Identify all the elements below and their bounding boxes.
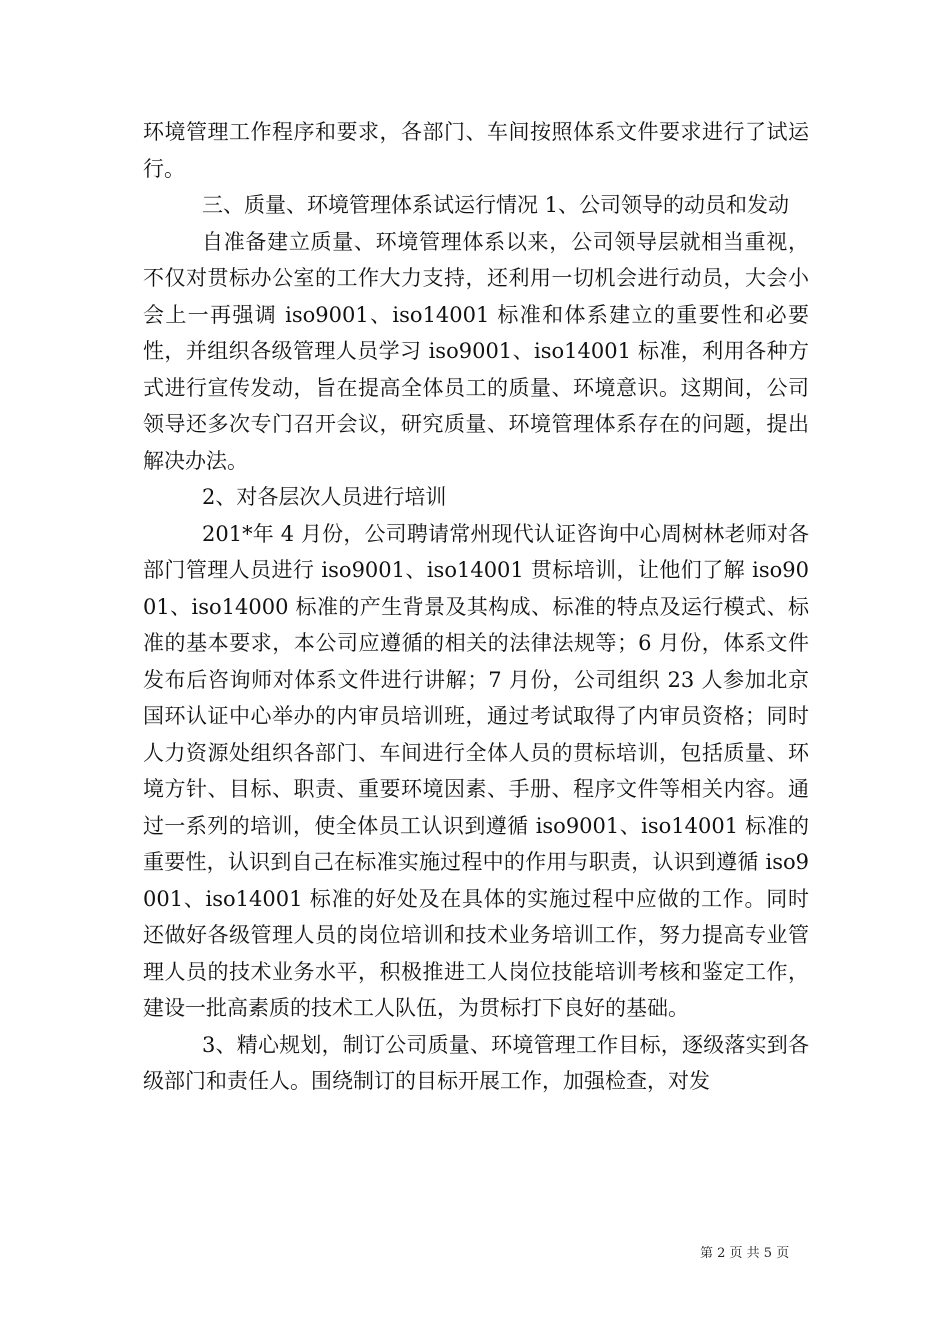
- paragraph-trial-run: 环境管理工作程序和要求，各部门、车间按照体系文件要求进行了试运行。: [143, 120, 809, 181]
- paragraph-training-details: 201*年 4 月份，公司聘请常州现代认证咨询中心周树林老师对各部门管理人员进行 iso9001、iso14001 贯标培训，让他们了解 iso9001、iso14000 标准的产生背景及其构成、标准的特点及运行模式、标准的基本要求，本公司应遵循的相关的法律法规等；6 月份，体系文件发布后咨询师对体系文件进行讲解；7 月份，公司组织 23 人参加北京国环认证中心举办的内审员培训班，通过考试取得了内审员资格；同时人力资源处组织各部门、车间进行全体人员的贯标培训，包括质量、环境方针、目标、职责、重要环境因素、手册、程序文件等相关内容。通过一系列的培训，使全体员工认识到遵循 iso9001、iso14001 标准的重要性，认识到自己在标准实施过程中的作用与职责，认识到遵循 iso9001、iso14001 标准的好处及在具体的实施过程中应做的工作。同时还做好各级管理人员的岗位培训和技术业务培训工作，努力提高专业管理人员的技术业务水平，积极推进工人岗位技能培训考核和鉴定工作，建设一批高素质的技术工人队伍，为贯标打下良好的基础。: [143, 521, 809, 1020]
- document-body: [143, 114, 809, 1100]
- paragraph-planning-goals: 3、精心规划，制订公司质量、环境管理工作目标，逐级落实到各级部门和责任人。围绕制订的目标开展工作，加强检查，对发: [143, 1032, 809, 1093]
- paragraph-leadership-mobilization: 自准备建立质量、环境管理体系以来，公司领导层就相当重视，不仅对贯标办公室的工作大力支持，还利用一切机会进行动员，大会小会上一再强调 iso9001、iso14001 标准和体系建立的重要性和必要性，并组织各级管理人员学习 iso9001、iso14001 标准，利用各种方式进行宣传发动，旨在提高全体员工的质量、环境意识。这期间，公司领导还多次专门召开会议，研究质量、环境管理体系存在的问题，提出解决办法。: [143, 229, 809, 473]
- page-number-footer: 第 2 页 共 5 页: [700, 1246, 790, 1261]
- subheading-training: 2、对各层次人员进行培训: [202, 485, 447, 509]
- section-heading-trial-operation: 三、质量、环境管理体系试运行情况 1、公司领导的动员和发动: [202, 193, 790, 217]
